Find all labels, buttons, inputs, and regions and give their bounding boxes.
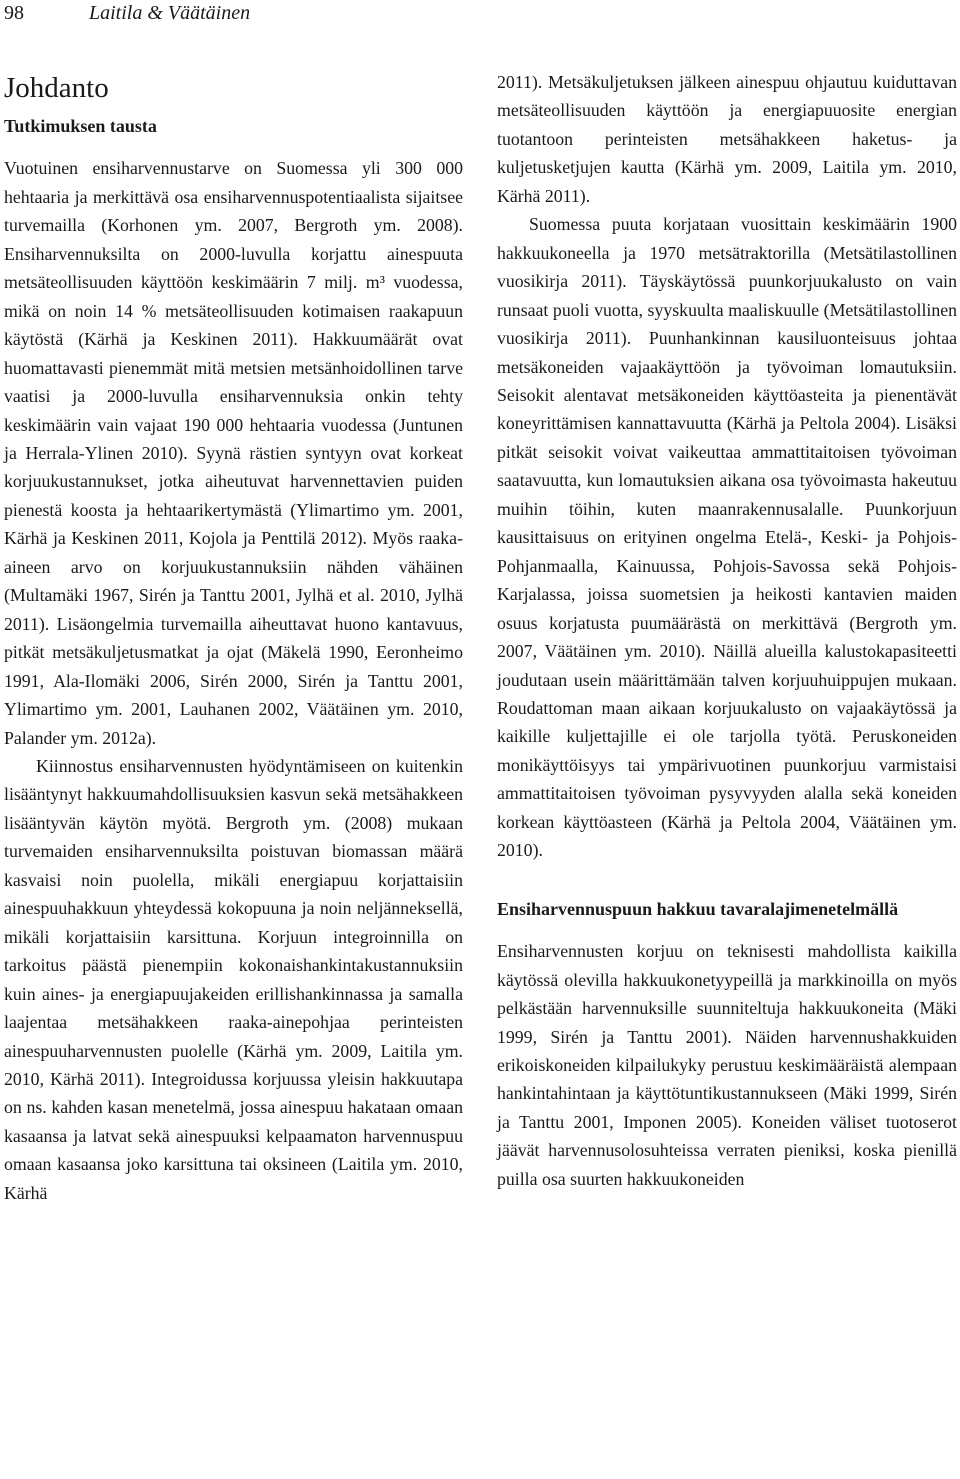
running-header — [4, 0, 250, 28]
page-number: 98 — [4, 2, 24, 24]
body-paragraph: Vuotuinen ensiharvennustarve on Suomessa yli 300 000 hehtaaria ja merkittävä osa ensiharvennuspotentiaalista sijaitsee turvemailla (Korhonen ym. 2007, Bergroth ym. 2008). Ensiharvennuksilta on 2000-luvulla korjattu ainespuuta metsäteollisuuden käyttöön keskimäärin 7 milj. m³ vuodessa, mikä on noin 14 % metsäteollisuuden kotimaisen raakapuun käytöstä (Kärhä ja Keskinen 2011). Hakkuumäärät ovat huomattavasti pienemmät mitä metsien metsänhoidollinen tarve vaatisi ja 2000-luvulla ensiharvennuksia onkin tehty keskimäärin vain vajaat 190 000 hehtaaria vuodessa (Juntunen ja Herrala-Ylinen 2010). Syynä rästien syntyyn ovat korkeat korjuukustannukset, jotka aiheutuvat harvennettavien puiden pienestä koosta ja hehtaarikertymästä (Ylimartimo ym. 2001, Kärhä ja Keskinen 2011, Kojola ja Penttilä 2012). Myös raaka-aineen arvo on korjuukustannuksiin nähden vähäinen (Multamäki 1967, Sirén ja Tanttu 2001, Jylhä et al. 2010, Jylhä 2011). Lisäongelmia turvemailla aiheuttavat huono kantavuus, pitkät metsäkuljetusmatkat ja ojat (Mäkelä 1990, Eeronheimo 1991, Ala-Ilomäki 2006, Sirén 2000, Sirén ja Tanttu 2001, Ylimartimo ym. 2001, Lauhanen 2002, Väätäinen ym. 2010, Palander ym. 2012a). — [4, 158, 463, 748]
body-paragraph: Kiinnostus ensiharvennusten hyödyntämiseen on kuitenkin lisääntynyt hakkuumahdollisuuksien kasvun sekä metsähakkeen lisääntyvän käytön myötä. Bergroth ym. (2008) mukaan turvemaiden ensiharvennuksilta poistuvan biomassan määrä kasvaisi noin puolella, mikäli energiapuu korjattaisiin ainespuuhakkuun yhteydessä kokopuuna ja noin neljänneksellä, mikäli korjattaisiin karsittuna. Korjuun integroinnilla on tarkoitus päästä pienempiin kokonaishankintakustannuksiin kuin aines- ja energiapuujakeiden erillishankinnassa ja samalla laajentaa metsähakkeen raaka-ainepohjaa perinteisten ainespuuharvennusten puolelle (Kärhä ym. 2009, Laitila ym. 2010, Kärhä 2011). Integroidussa korjuussa yleisin hakkuutapa on ns. kahden kasan menetelmä, jossa ainespuu hakataan omaan kasaansa ja latvat sekä ainespuuksi kelpaamaton harvennuspuu omaan kasaansa joko karsittuna tai oksineen (Laitila ym. 2010, Kärhä — [4, 755, 463, 1203]
body-paragraph: Suomessa puuta korjataan vuosittain keskimäärin 1900 hakkuukoneella ja 1970 metsätraktorilla (Metsätilastollinen vuosikirja 2011). Täyskäytössä puunkorjuukalusto on vain runsaat puoli vuotta, syyskuulta maaliskuulle (Metsätilastollinen vuosikirja 2011). Puunhankinnan kausiluonteisuus johtaa metsäkoneiden vajaakäyttöön ja työvoiman lomautuksiin. Seisokit alentavat metsäkoneiden käyttöasteita ja pienentävät koneyrittämisen kannattavuutta (Kärhä ja Peltola 2004). Lisäksi pitkät seisokit voivat vaikeuttaa ammattitaitoisen työvoiman saatavuutta, kun lomautuksien aikana osa työvoimasta hakeutuu muihin töihin, kuten maanrakennusalalle. Puunkorjuun kausittaisuus on erityinen ongelma Etelä-, Keski- ja Pohjois-Pohjanmaalla, Kainuussa, Pohjois-Savossa sekä Pohjois-Karjalassa, joissa suometsien ja heikosti kantavien maiden osuus korjatusta puumäärästä on merkittävä (Bergroth ym. 2007, Väätäinen ym. 2010). Näillä alueilla kalustokapasiteetti joudutaan usein määrittämään talven korjuuhuippujen mukaan. Roudattoman maan aikaan korjuukalusto on vajaakäytössä ja kaikille kuljettajille ei ole tarjolla työtä. Peruskoneiden monikäyttöisyys tai ympärivuotinen puunkorjuu varmistaisi ammattitaitoisen työvoiman pysyvyyden alalla sekä koneiden korkean käyttöasteen (Kärhä ja Peltola 2004, Väätäinen ym. 2010). — [497, 214, 957, 861]
left-column — [4, 68, 463, 1207]
section-title: Johdanto — [4, 72, 109, 104]
body-paragraph: Ensiharvennusten korjuu on teknisesti mahdollista kaikilla käytössä olevilla hakkuukonetyypeillä ja markkinoilla on myös pelkästään harvennuksille suunniteltuja hakkuukoneita (Mäki 1999, Sirén ja Tanttu 2001). Näiden harvennushakkuiden erikoiskoneiden kilpailukyky perustuu keskimääräistä alempaan hankintahintaan ja käyttötuntikustannukseen (Mäki 1999, Sirén ja Tanttu 2001, Imponen 2005). Koneiden väliset tuotoserot jäävät harvennusolosuhteissa verraten pieniksi, koska pienillä puilla osa suurten hakkuukoneiden — [497, 941, 957, 1189]
body-paragraph: 2011). Metsäkuljetuksen jälkeen ainespuu ohjautuu kuiduttavan metsäteollisuuden käyttöön ja energiapuuosite energian tuotantoon perinteisten metsähakkeen haketus- ja kuljetusketjujen kautta (Kärhä ym. 2009, Laitila ym. 2010, Kärhä 2011). — [497, 72, 957, 206]
subsection-title: Ensiharvennuspuun hakkuu tavaralajimenetelmällä — [497, 898, 899, 919]
right-column — [497, 68, 957, 1193]
running-authors: Laitila & Väätäinen — [89, 2, 251, 24]
subsection-title: Tutkimuksen tausta — [4, 116, 157, 136]
